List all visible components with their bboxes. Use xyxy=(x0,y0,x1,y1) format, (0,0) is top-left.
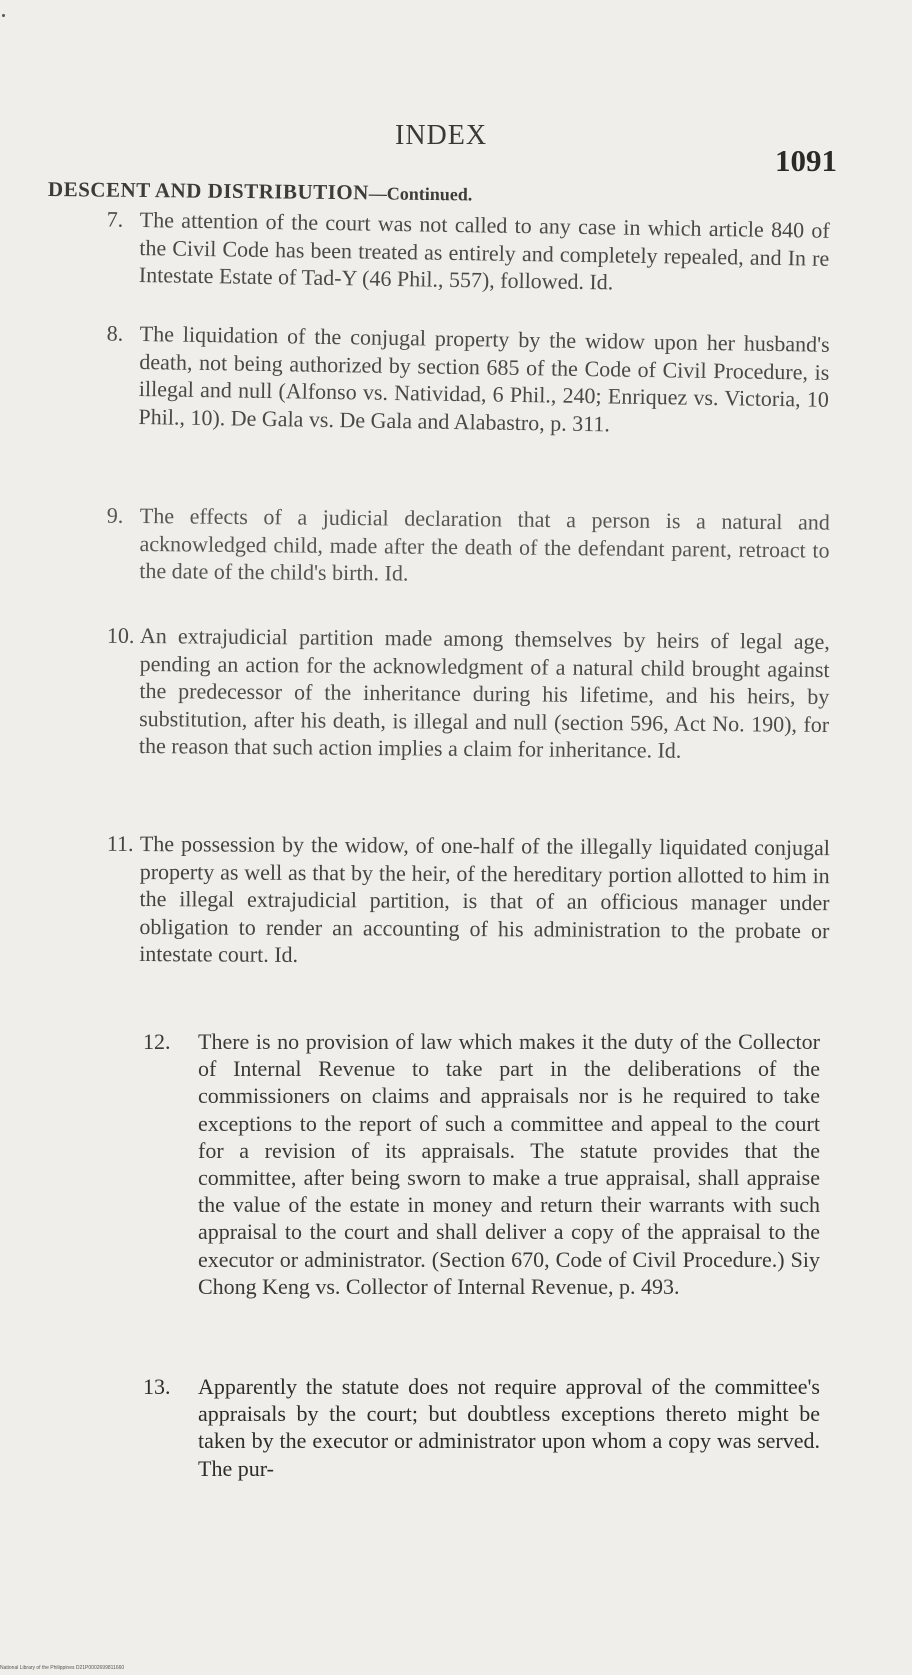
index-entry-7 xyxy=(106,206,830,300)
index-entry-13 xyxy=(143,1373,820,1482)
page-title: INDEX xyxy=(395,120,488,151)
entry-number: 8. xyxy=(106,320,124,346)
entry-number: 11. xyxy=(106,830,134,856)
entry-text: The effects of a judicial declaration that a person is a natural and acknowledged child, made after the death of the defendant parent, retroact to the date of the child's birth. Id. xyxy=(139,502,830,586)
index-entry-12 xyxy=(143,1028,820,1300)
entry-text: An extrajudicial partition made among themselves by heirs of legal age, pending an action for the acknowledgment of a natural child brought against the predecessor of the inheritance during his lifetime, and his heirs, by substitution, after his death, is illegal and null (section 596, Act No. 190), for the reason that such action implies a claim for inheritance. Id. xyxy=(138,623,830,764)
index-entry-8 xyxy=(106,320,830,441)
entry-text: The attention of the court was not called to any case in which article 840 of the Civil Code has been treated as entirely and completely repealed, and In re Intestate Estate of Tad-Y (46 Phil., 557), followed. Id. xyxy=(138,206,830,295)
entry-number: 7. xyxy=(106,206,124,232)
section-continued: —Continued. xyxy=(368,183,473,205)
entry-text: There is no provision of law which makes it the duty of the Collector of Internal Revenue to take part in the deliberations of the commissioners on claims and appraisals nor is he required to take exceptions to the report of such a committee and appeal to the court for a revision of its appraisals. The statute provides that the committee, after being sworn to make a true appraisal, shall appraise the value of the estate in money and return their warrants with such appraisal to the court and shall deliver a copy of the appraisal to the executor or administrator. (Section 670, Code of Civil Procedure.) Siy Chong Keng vs. Collector of Internal Revenue, p. 493. xyxy=(198,1029,820,1299)
entry-text: The liquidation of the conjugal property by the widow upon her husband's death, not being authorized by section 685 of the Code of Civil Procedure, is illegal and null (Alfonso vs. Natividad, 6 Phil., 240; Enriquez vs. Victoria, 10 Phil., 10). De Gala vs. De Gala and Alabastro, p. 311. xyxy=(138,320,830,437)
entry-number: 9. xyxy=(106,502,124,528)
entry-number: 13. xyxy=(143,1374,171,1399)
index-entry-11 xyxy=(106,830,830,972)
page-number: 1091 xyxy=(775,143,837,178)
entry-text: Apparently the statute does not require approval of the committee's appraisals by the court; but doubtless exceptions thereto might be taken by the executor or administrator upon whom a copy was served. The pur- xyxy=(198,1374,820,1481)
section-heading-text: DESCENT AND DISTRIBUTION xyxy=(47,177,369,205)
scan-speck xyxy=(2,14,5,17)
scan-footer: National Library of the Philippines D21P0002699811660 xyxy=(0,1665,125,1671)
entry-number: 12. xyxy=(143,1029,171,1054)
index-entry-10 xyxy=(106,622,830,766)
index-entry-9 xyxy=(106,502,830,591)
entry-text: The possession by the widow, of one-half of the illegally liquidated conjugal property as well as that by the heir, of the hereditary portion allotted to him in the illegal extrajudicial partition, is that of an officious manager under obligation to render an accounting of his administration to the probate or intestate court. Id. xyxy=(139,831,830,968)
entry-number: 10. xyxy=(106,622,135,648)
index-entries xyxy=(0,206,912,1606)
